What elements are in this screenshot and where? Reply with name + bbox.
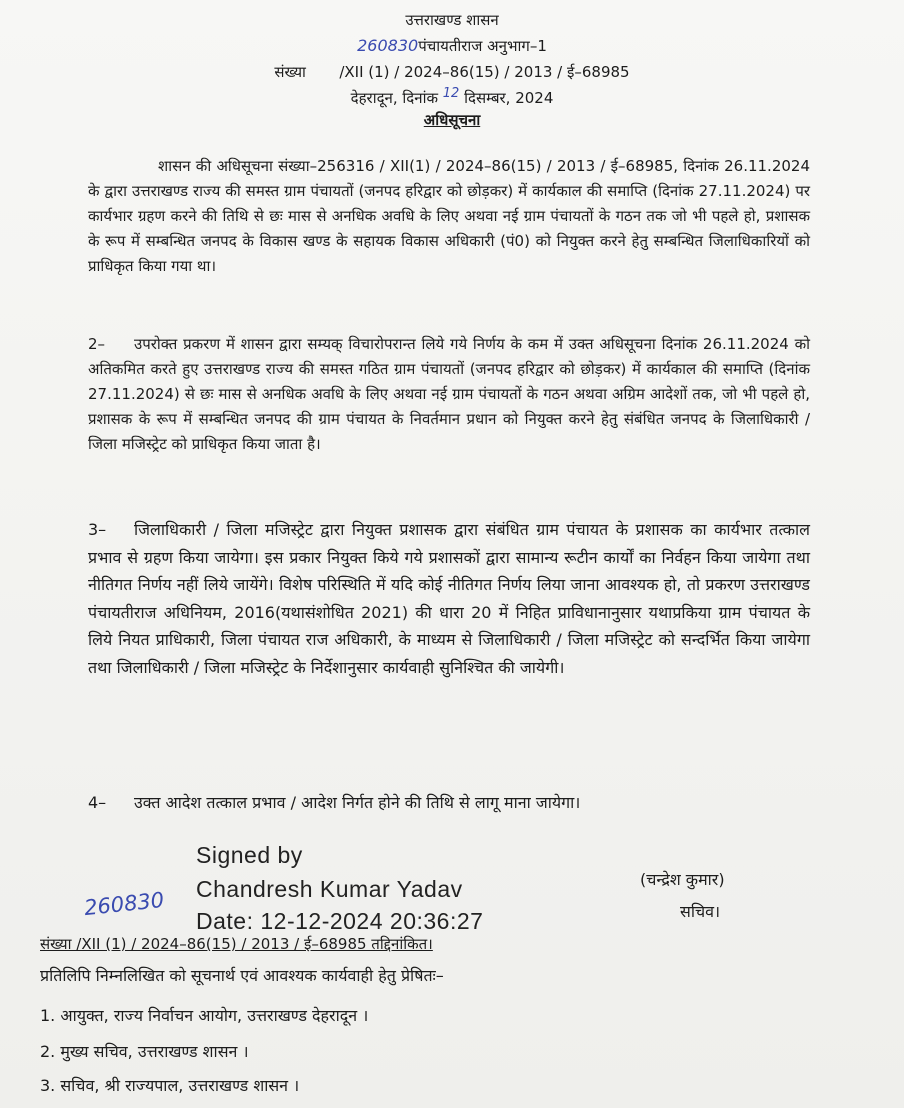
paragraph-4-number: 4– (88, 793, 107, 812)
section-name: पंचायतीराज अनुभाग–1 (418, 37, 547, 55)
copy-intro: प्रतिलिपि निम्नलिखित को सूचनार्थ एवं आवश्यक कार्यवाही हेतु प्रेषितः– (40, 966, 444, 985)
date-prefix: देहरादून, दिनांक (350, 89, 438, 107)
copy-item-1: 1. आयुक्त, राज्य निर्वाचन आयोग, उत्तराखण्ड देहरादून । (40, 1006, 369, 1025)
signature-line-1: Signed by (196, 842, 303, 868)
signature-date: Date: 12-12-2024 20:36:27 (196, 908, 484, 934)
copy-number-line: संख्या /XII (1) / 2024–86(15) / 2013 / ई–68985 तद्दिनांकित। (40, 935, 433, 953)
date-line (0, 86, 904, 108)
number-line (0, 62, 904, 82)
date-handwritten: 12 (442, 86, 460, 101)
paragraph-2 (88, 332, 810, 457)
date-suffix: दिसम्बर, 2024 (464, 89, 554, 107)
paragraph-3 (88, 516, 810, 681)
notification-title: अधिसूचना (423, 111, 481, 129)
officer-name-hindi: (चन्द्रेश कुमार) (640, 870, 725, 889)
govt-heading: उत्तराखण्ड शासन (405, 11, 499, 29)
officer-designation: सचिव। (680, 902, 721, 921)
paragraph-3-text: जिलाधिकारी / जिला मजिस्ट्रेट द्वारा नियुक्त प्रशासक द्वारा संबंधित ग्राम पंचायत के प्रशासक का कार्यभार तत्काल प्रभाव से ग्रहण किया जायेगा। इस प्रकार नियुक्त किये गये प्रशासकों द्वारा सामान्य रूटीन कार्यों का निर्वहन किया जायेगा तथा नीतिगत निर्णय नहीं लिये जायेंगे। विशेष परिस्थिति में यदि कोई नीतिगत निर्णय लिया जाना आवश्यक हो, तो प्रकरण उत्तराखण्ड पंचायतीराज अधिनियम, 2016(यथासंशोधित 2021) की धारा 20 में निहित प्राविधानानुसार यथाप्रकिया ग्राम पंचायत के लिये नियत प्राधिकारी, जिला पंचायत राज अधिकारी, के माध्यम से जिलाधिकारी / जिला मजिस्ट्रेट को सन्दर्भित किया जायेगा तथा जिलाधिकारी / जिला मजिस्ट्रेट के निर्देशानुसार कार्यवाही सुनिश्चित की जायेगी। (88, 520, 810, 677)
paragraph-2-text: उपरोक्त प्रकरण में शासन द्वारा सम्यक् विचारोपरान्त लिये गये निर्णय के कम में उक्त अधिसूचना दिनांक 26.11.2024 को अतिकमित करते हुए उत्तराखण्ड राज्य की समस्त गठित ग्राम पंचायतों (जनपद हरिद्वार को छोड़कर) में कार्यकाल की समाप्ति (दिनांक 27.11.2024) से छः मास से अनधिक अवधि के लिए अथवा नई ग्राम पंचायतों के गठन अथवा अग्रिम आदेशों तक, जो भी पहले हो, प्रशासक के रूप में सम्बन्धित जनपद की ग्राम पंचायत के निवर्तमान प्रधान को नियुक्त करने हेतु संबंधित जनपद के जिलाधिकारी / जिला मजिस्ट्रेट को प्राधिकृत किया जाता है। (88, 335, 810, 453)
handwritten-copy-number: 260830 (82, 887, 166, 921)
number-value: /XII (1) / 2024–86(15) / 2013 / ई–68985 (339, 63, 630, 81)
paragraph-1 (88, 154, 810, 279)
paragraph-4 (88, 790, 810, 815)
section-line (0, 36, 904, 56)
paragraph-3-number: 3– (88, 520, 107, 539)
paragraph-4-text: उक्त आदेश तत्काल प्रभाव / आदेश निर्गत होने की तिथि से लागू माना जायेगा। (134, 793, 581, 812)
signature-name: Chandresh Kumar Yadav (196, 876, 463, 902)
paragraph-1-text: शासन की अधिसूचना संख्या–256316 / XII(1) / 2024–86(15) / 2013 / ई–68985, दिनांक 26.11.2024 के द्वारा उत्तराखण्ड राज्य की समस्त ग्राम पंचायतों (जनपद हरिद्वार को छोड़कर) में कार्यकाल की समाप्ति (दिनांक 27.11.2024) पर कार्यभार ग्रहण करने की तिथि से छः मास से अनधिक अवधि के लिए अथवा नई ग्राम पंचायतों के गठन तक जो भी पहले हो, प्रशासक के रूप में सम्बन्धित जनपद के विकास खण्ड के सहायक विकास अधिकारी (पं0) को नियुक्त करने हेतु सम्बन्धित जिलाधिकारियों को प्राधिकृत किया गया था। (88, 157, 810, 275)
paragraph-2-number: 2– (88, 335, 106, 353)
handwritten-number: 260830 (357, 36, 419, 55)
copy-item-3: 3. सचिव, श्री राज्यपाल, उत्तराखण्ड शासन । (40, 1076, 300, 1095)
number-label: संख्या (274, 63, 306, 81)
copy-item-2: 2. मुख्य सचिव, उत्तराखण्ड शासन । (40, 1042, 249, 1061)
